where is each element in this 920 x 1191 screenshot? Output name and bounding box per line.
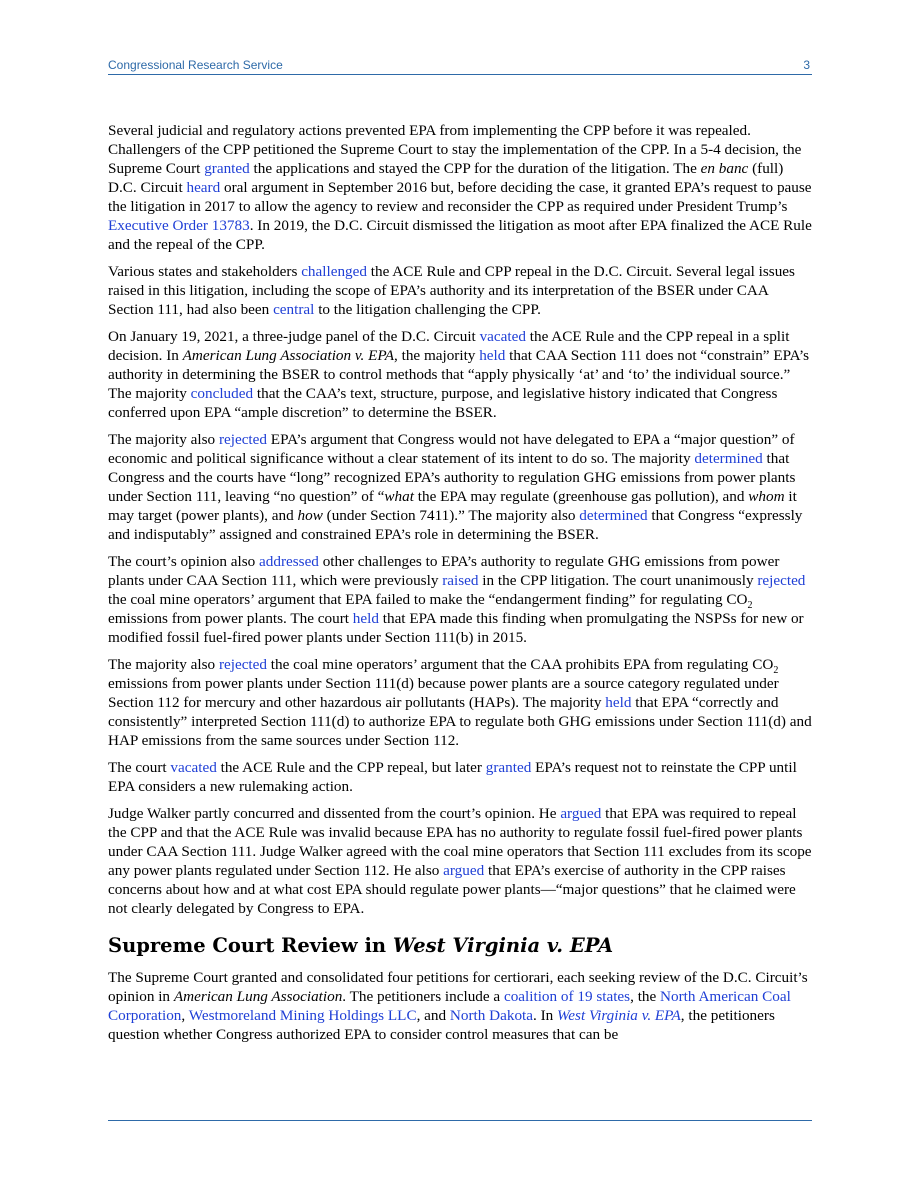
header-org-name: Congressional Research Service (108, 58, 283, 72)
text: it may target (power plants), and (108, 488, 797, 524)
text: The court (108, 759, 171, 776)
link-determined[interactable]: determined (694, 450, 763, 467)
text: the coal mine operators’ argument that EPA failed to make the “endangerment finding” for regulating CO (108, 591, 748, 608)
text: The majority also (108, 431, 219, 448)
footer-divider (108, 1120, 812, 1121)
text: that Congress “expressly and indisputably” assigned and constrained EPA’s role in determining the BSER. (108, 507, 803, 543)
heading-text: Supreme Court Review in (108, 934, 393, 957)
link-west-virginia-v-epa[interactable]: West Virginia v. EPA (557, 1007, 681, 1024)
text: to the litigation challenging the CPP. (314, 301, 541, 318)
link-argued[interactable]: argued (443, 862, 485, 879)
paragraph-4 (108, 430, 814, 544)
subscript: 2 (747, 600, 753, 612)
text: that EPA was required to repeal the CPP and that the ACE Rule was invalid because EPA has no authority to regulate fossil fuel-fired power plants under CAA Section 111. Judge Walker agreed with the coal mine operators that Section 111 excludes from its scope any power plants regulated under Section 112. He also (108, 805, 812, 879)
text: the ACE Rule and the CPP repeal in a split decision. In (108, 328, 790, 364)
link-rejected[interactable]: rejected (218, 431, 267, 448)
paragraph-5 (108, 552, 814, 647)
link-executive-order[interactable]: Executive Order 13783 (108, 217, 250, 234)
text: that EPA “correctly and consistently” interpreted Section 111(d) to authorize EPA to regulate both GHG emissions under Section 111(d) and HAP emissions from the same sources under Section 112. (108, 694, 812, 749)
text: , the (630, 988, 661, 1005)
text: , the majority (394, 347, 480, 364)
text: the ACE Rule and CPP repeal in the D.C. Circuit. Several legal issues raised in this litigation, including the scope of EPA’s authority and its interpretation of the BSER under CAA Section 111, had also been (108, 263, 795, 318)
italic-text: American Lung Association (173, 988, 343, 1005)
text: Various states and stakeholders (108, 263, 302, 280)
link-determined[interactable]: determined (579, 507, 648, 524)
text: The Supreme Court granted and consolidated four petitions for certiorari, each seeking review of the D.C. Circuit’s opinion in (108, 969, 808, 1005)
link-north-dakota[interactable]: North Dakota (449, 1007, 533, 1024)
link-vacated[interactable]: vacated (170, 759, 217, 776)
page-number: 3 (803, 58, 810, 72)
link-westmoreland[interactable]: Westmoreland Mining Holdings LLC (188, 1007, 417, 1024)
link-granted[interactable]: granted (204, 160, 250, 177)
text: EPA’s request not to reinstate the CPP until EPA considers a new rulemaking action. (108, 759, 797, 795)
link-vacated[interactable]: vacated (479, 328, 526, 345)
link-held[interactable]: held (605, 694, 632, 711)
text: the applications and stayed the CPP for the duration of the litigation. The (249, 160, 701, 177)
paragraph-6 (108, 655, 814, 750)
link-raised[interactable]: raised (442, 572, 479, 589)
text: (full) D.C. Circuit (108, 160, 784, 196)
text: that EPA made this finding when promulgating the NSPSs for new or modified fossil fuel-fired power plants under Section 111(b) in 2015. (108, 610, 804, 646)
paragraph-8 (108, 804, 814, 918)
link-challenged[interactable]: challenged (301, 263, 367, 280)
link-north-american-coal[interactable]: North American Coal Corporation (108, 988, 791, 1024)
text: The court’s opinion also (108, 553, 260, 570)
text: , (181, 1007, 189, 1024)
paragraph-1 (108, 121, 814, 254)
text: On January 19, 2021, a three-judge panel of the D.C. Circuit (108, 328, 480, 345)
link-concluded[interactable]: concluded (190, 385, 254, 402)
text: , the petitioners question whether Congress authorized EPA to consider control measures that can be (108, 1007, 775, 1043)
text: the EPA may regulate (greenhouse gas pollution), and (413, 488, 749, 505)
text: the coal mine operators’ argument that the CAA prohibits EPA from regulating CO (267, 656, 774, 673)
text: in the CPP litigation. The court unanimously (478, 572, 758, 589)
paragraph-3 (108, 327, 814, 422)
text: that the CAA’s text, structure, purpose, and legislative history indicated that Congress conferred upon EPA “ample discretion” to determine the BSER. (108, 385, 778, 421)
link-central[interactable]: central (273, 301, 315, 318)
paragraph-7 (108, 758, 814, 796)
link-held[interactable]: held (352, 610, 379, 627)
italic-text: how (297, 507, 323, 524)
text: that Congress and the courts have “long” recognized EPA’s authority to regulation GHG emissions from power plants under Section 111, leaving “no question” of “ (108, 450, 796, 505)
link-rejected[interactable]: rejected (757, 572, 806, 589)
text: other challenges to EPA’s authority to regulate GHG emissions from power plants under CAA Section 111, which were previously (108, 553, 780, 589)
italic-text: en banc (700, 160, 749, 177)
section-heading (108, 934, 814, 958)
text: emissions from power plants under Section 111(d) because power plants are a source category regulated under Section 112 for mercury and other hazardous air pollutants (HAPs). The majority (108, 675, 779, 711)
text: . In 2019, the D.C. Circuit dismissed the litigation as moot after EPA finalized the ACE Rule and the repeal of the CPP. (108, 217, 812, 253)
page-header (108, 58, 812, 75)
link-heard[interactable]: heard (186, 179, 221, 196)
italic-text: whom (748, 488, 785, 505)
text: Judge Walker partly concurred and dissented from the court’s opinion. He (108, 805, 561, 822)
italic-text: American Lung Association v. EPA (182, 347, 394, 364)
text: (under Section 7411).” The majority also (322, 507, 580, 524)
link-rejected[interactable]: rejected (218, 656, 267, 673)
text: Several judicial and regulatory actions prevented EPA from implementing the CPP before it was repealed. Challengers of the CPP petitioned the Supreme Court to stay the implementation of the CPP. In a 5-4 decision, the Supreme Court (108, 122, 802, 177)
link-addressed[interactable]: addressed (259, 553, 319, 570)
subscript: 2 (773, 665, 779, 677)
link-granted[interactable]: granted (485, 759, 532, 776)
text: that EPA’s exercise of authority in the CPP raises concerns about how and at what cost EPA should regulate power plants—“major questions” that he claimed were not clearly delegated by Congress to EPA. (108, 862, 796, 917)
link-coalition[interactable]: coalition of 19 states (503, 988, 631, 1005)
text: that CAA Section 111 does not “constrain” EPA’s authority in determining the BSER to control methods that “apply physically ‘at’ and ‘to’ the individual source.” The majority (108, 347, 810, 402)
link-argued[interactable]: argued (560, 805, 602, 822)
heading-italic: West Virginia v. EPA (392, 934, 614, 957)
italic-text: what (384, 488, 414, 505)
text: The majority also (108, 656, 219, 673)
document-body (108, 121, 814, 1052)
text: , and (416, 1007, 450, 1024)
text: oral argument in September 2016 but, before deciding the case, it granted EPA’s request to pause the litigation in 2017 to allow the agency to review and reconsider the CPP as required under President Trump’s (108, 179, 812, 215)
link-held[interactable]: held (479, 347, 506, 364)
text: the ACE Rule and the CPP repeal, but later (216, 759, 486, 776)
paragraph-9 (108, 968, 814, 1044)
text: . In (533, 1007, 558, 1024)
text: emissions from power plants. The court (108, 610, 353, 627)
paragraph-2 (108, 262, 814, 319)
text: . The petitioners include a (342, 988, 504, 1005)
text: EPA’s argument that Congress would not have delegated to EPA a “major question” of economic and political significance without a clear statement of its intent to do so. The majority (108, 431, 795, 467)
